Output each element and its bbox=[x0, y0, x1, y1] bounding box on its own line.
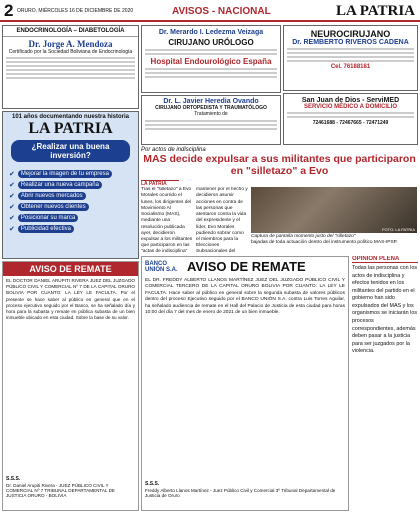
ad-office: Tratamiento de bbox=[194, 111, 228, 118]
check-icon: ✔ bbox=[9, 215, 15, 222]
page-header bbox=[0, 0, 420, 22]
auction-body: EL DOCTOR DANIEL ARUPITI RIVERA JUEZ DEL JUZGADO PÚBLICO CIVIL Y COMERCIAL Nº 7 DE LA CAPITAL ORURO BOLIVIA POR CUANTO: LA LEY LE FACULTA. Por el presente se hace saber al público en general que en el proceso ejecutivo seguido por el Banco, se ha señalado día y hora para la subasta y remate en pública subasta de un bien inmueble ubicado en esta ciudad. Sobre la base de su valor. bbox=[6, 278, 135, 321]
benefit-item: ✔ Obtener nuevos clientes bbox=[9, 203, 132, 211]
article-headline: MAS decide expulsar a sus militantes que participaron en "silletazo" a Evo bbox=[143, 153, 416, 177]
auction-body: EL DR. FREDDY ALBERTO LLANOS MARTÍNEZ JUEZ DEL JUZGADO PÚBLICO CIVIL Y COMERCIAL TERCERO DE LA CAPITAL ORURO BOLIVIA POR CUANTO: LA LEY LE FACULTA. Hace saber al público en general sobre la segunda subasta de valores públicos dentro del proceso Ejecutivo seguido por el BANCO UNIÓN S.A. contra Luis Torres Aguilar, ha señalado audiencia de remate en el Hall del Palacio de Justicia de esta ciudad para horas 10:00 del día 7 del mes de enero de 2021 de un bien inmueble. bbox=[145, 278, 345, 316]
promo-brand: LA PATRIA bbox=[28, 120, 113, 137]
check-icon: ✔ bbox=[9, 204, 15, 211]
ad-title: San Juan de Dios - ServiMED bbox=[301, 97, 400, 104]
promo-question: ¿Realizar una buena inversión? bbox=[11, 140, 130, 162]
doctor-name: Dr. REMBERTO RIVEROS CADENA bbox=[292, 39, 409, 46]
check-icon: ✔ bbox=[9, 226, 15, 233]
ad-title: CIRUJANO URÓLOGO bbox=[168, 38, 254, 47]
ad-title: ENDOCRINOLOGÍA – DIABETOLOGÍA bbox=[3, 26, 138, 37]
photo-caption: Captura de pantalla momento justo del "silletazo" bbox=[251, 234, 356, 240]
bank-logo: BANCO UNIÓN S.A. bbox=[145, 260, 178, 273]
opinion-title: OPINIÓN PLENA bbox=[352, 256, 418, 263]
check-icon: ✔ bbox=[9, 193, 15, 200]
auction-signature: Freddy Alberto Llanos Martínez - Juez Público Civil y Comercial 3º Tribunal Departamental de Justicia de Oruro bbox=[145, 488, 336, 498]
auction-signature: Dr. Daniel Arupiti Rivera - JUEZ PÚBLICO CIVIL Y COMERCIAL Nº 7 TRIBUNAL DEPARTAMENTAL DE JUSTICIA ORURO - BOLIVIA bbox=[6, 483, 115, 498]
anniversary-text: 101 años documentando nuestra historia bbox=[11, 114, 130, 120]
article-col-2: mantener por el hecho y decidieron asumir acciones en contra de las personas que atentaron contra la vida del expresidente y el líder, Evo Morales pudiendo sobrar como el miembros para la Elecciones Subnacionales del bbox=[196, 187, 248, 255]
ad-urologist[interactable] bbox=[141, 25, 281, 93]
phone: Cel. 76188181 bbox=[330, 64, 371, 70]
hospital-name: Hospital Endourológico España bbox=[150, 57, 272, 66]
news-article bbox=[141, 147, 418, 255]
article-kicker: Por actos de indisciplina bbox=[141, 147, 206, 153]
auction-title: AVISO DE REMATE bbox=[187, 259, 306, 274]
opinion-text: Todas las personas con los actos de indisciplina y efectos tenidos en los militantes del partido en el gobierno han sido expulsados del MAS y los organismos se iniciarán los procesos correspondientes, además deben pasar a la justicia para ser juzgados por la violencia. bbox=[352, 265, 418, 355]
ad-servimed[interactable] bbox=[283, 93, 418, 145]
benefit-item: ✔ Posicionar su marca bbox=[9, 214, 132, 222]
benefit-item: ✔ Abrir nuevos mercados bbox=[9, 192, 132, 200]
doctor-name: Dr. Jorge A. Mendoza bbox=[28, 39, 113, 49]
doctor-name: Dr. Merardo I. Ledezma Veizaga bbox=[158, 29, 264, 36]
article-col-1: Tras el "silletazo" a Evo Morales ocurrido el lunes, los dirigentes del Movimiento Al Socialismo (MAS), mediante una resolución publicada ayer, decidieron expulsar a los militantes que participaron en las "actas de indisciplina" bbox=[141, 187, 193, 255]
issue-date: ORURO, MIÉRCOLES 16 DE DICIEMBRE DE 2020 bbox=[17, 8, 134, 14]
auction-closing: S.S.S. bbox=[6, 476, 21, 482]
benefit-item: ✔ Mejorar la imagen de tu empresa bbox=[9, 170, 132, 178]
auction-notice-2 bbox=[141, 256, 349, 511]
ad-subtitle: SERVICIO MÉDICO A DOMICILIO bbox=[303, 104, 398, 110]
ad-title: CIRUJANO ORTOPEDISTA Y TRAUMATÓLOGO bbox=[155, 105, 267, 111]
ad-endocrinology[interactable] bbox=[2, 25, 139, 109]
benefit-item: ✔ Realizar una nueva campaña bbox=[9, 181, 132, 189]
article-col-3: bajadas de toda actuación dentro del instrumento político MAS-IPSP. bbox=[251, 240, 398, 246]
article-source: LA PATRIA bbox=[141, 180, 179, 187]
doctor-name: Dr. L. Javier Heredia Ovando bbox=[163, 98, 259, 105]
article-photo bbox=[251, 187, 417, 233]
phone: 72461688 - 72467665 - 72471249 bbox=[312, 120, 389, 126]
promo-la-patria[interactable] bbox=[2, 111, 139, 259]
masthead: LA PATRIA bbox=[335, 3, 415, 19]
benefit-item: ✔ Publicidad efectiva bbox=[9, 225, 132, 233]
check-icon: ✔ bbox=[9, 182, 15, 189]
check-icon: ✔ bbox=[9, 171, 15, 178]
ad-neurosurgeon[interactable] bbox=[283, 25, 418, 91]
auction-closing: S.S.S. bbox=[145, 481, 160, 487]
auction-notice-1 bbox=[2, 261, 139, 511]
photo-credit: FOTO: LA PATRIA bbox=[382, 227, 415, 233]
ad-title: NEUROCIRUJANO bbox=[310, 29, 391, 39]
ad-subtitle: Certificado por la Sociedad Boliviana de Endocrinología bbox=[8, 49, 133, 55]
benefits-list bbox=[3, 164, 138, 239]
section-title: AVISOS - NACIONAL bbox=[172, 6, 271, 17]
page-number: 2 bbox=[4, 1, 14, 20]
opinion-column bbox=[352, 256, 418, 511]
ad-orthopedist[interactable] bbox=[141, 95, 281, 145]
auction-title: AVISO DE REMATE bbox=[3, 262, 138, 276]
